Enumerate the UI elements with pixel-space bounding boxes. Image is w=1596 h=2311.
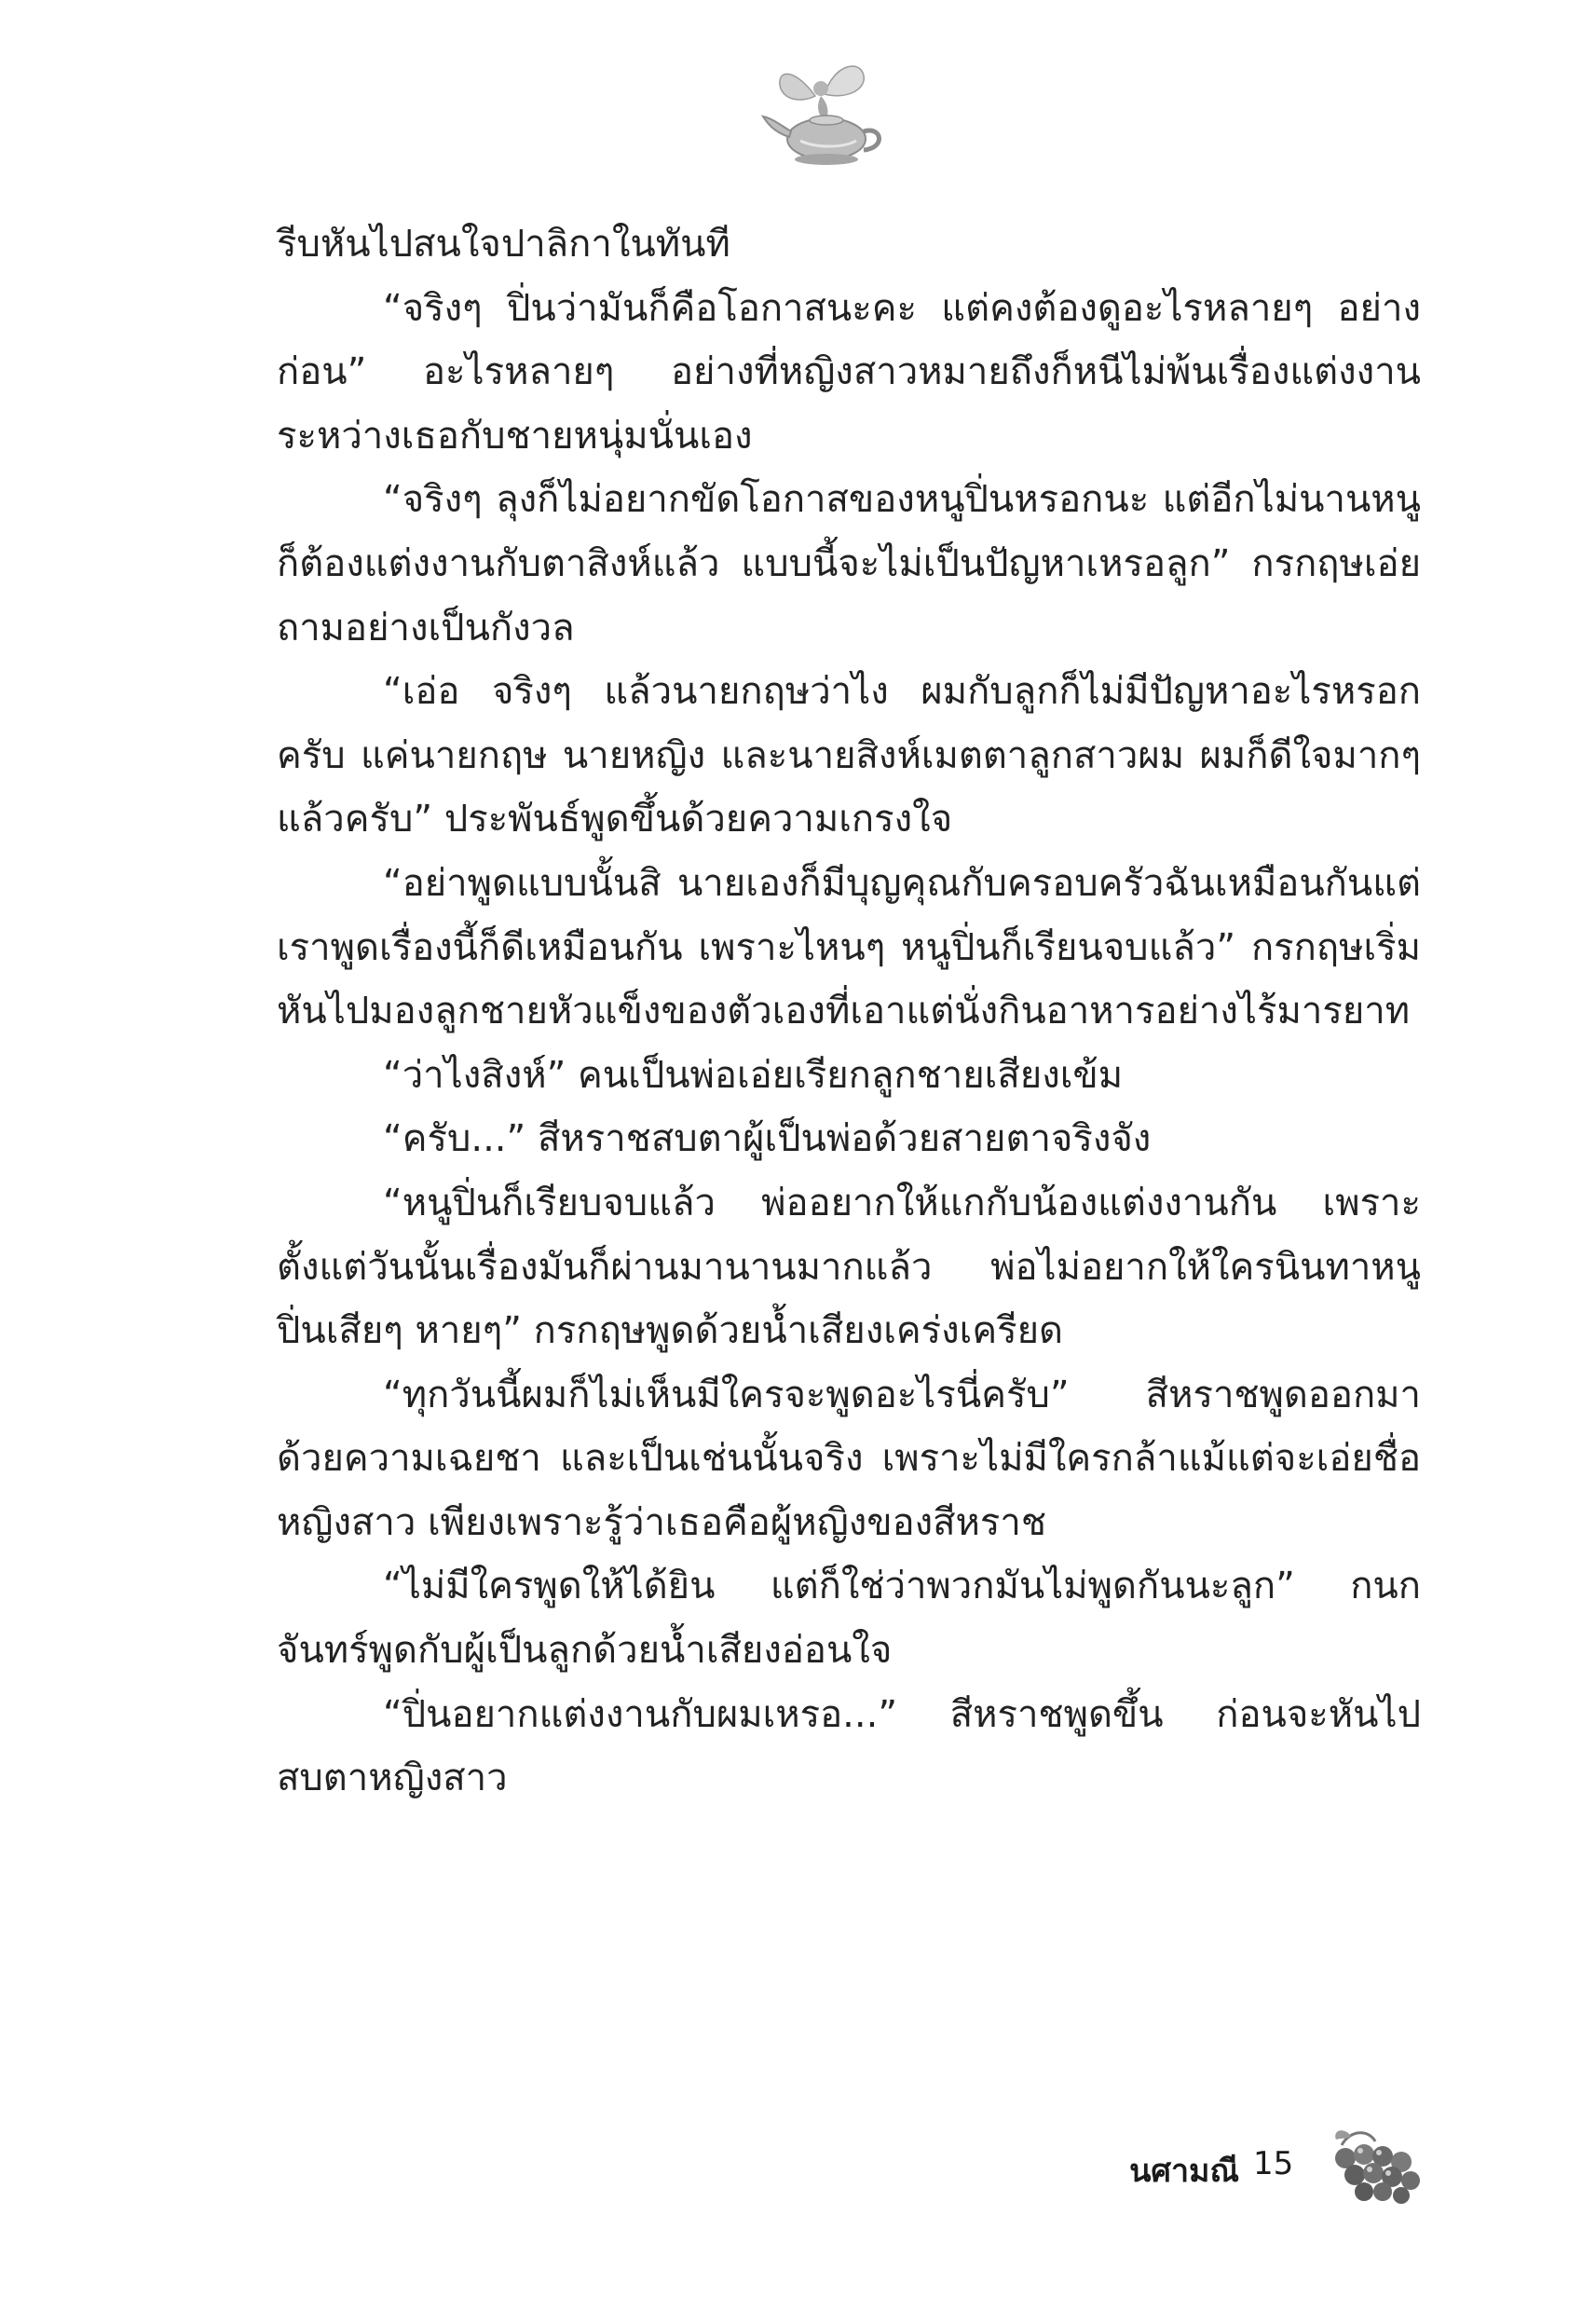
author-name: นศามณี	[1129, 2153, 1239, 2190]
fairy-teacup-icon	[759, 51, 899, 172]
paragraph: “ทุกวันนี้ผมก็ไม่เห็นมีใครจะพูดอะไรนี่ครับ” สีหราชพูดออกมาด้วยความเฉยชา และเป็นเช่นนั้นจริง เพราะไม่มีใครกล้าแม้แต่จะเอ่ยชื่อหญิงสาว เพียงเพราะรู้ว่าเธอคือผู้หญิงของสีหราช	[277, 1373, 1421, 1544]
paragraph: “อย่าพูดแบบนั้นสิ นายเองก็มีบุญคุณกับครอบครัวฉันเหมือนกันแต่เราพูดเรื่องนี้ก็ดีเหมือนกัน เพราะไหนๆ หนูปิ่นก็เรียนจบแล้ว” กรกฤษเริ่มหันไปมองลูกชายหัวแข็งของตัวเองที่เอาแต่นั่งกินอาหารอย่างไร้มารยาท	[277, 861, 1421, 1033]
page-number: 15	[1253, 2145, 1294, 2182]
paragraph: “ไม่มีใครพูดให้ได้ยิน แต่ก็ใช่ว่าพวกมันไม่พูดกันนะลูก” กนกจันทร์พูดกับผู้เป็นลูกด้วยน้ำเสียงอ่อนใจ	[277, 1565, 1421, 1673]
paragraph: “ว่าไงสิงห์” คนเป็นพ่อเอ่ยเรียกลูกชายเสียงเข้ม	[383, 1053, 1124, 1097]
paragraph: “เอ่อ จริงๆ แล้วนายกฤษว่าไง ผมกับลูกก็ไม่มีปัญหาอะไรหรอกครับ แค่นายกฤษ นายหญิง และนายสิงห์เมตตาลูกสาวผม ผมก็ดีใจมากๆ แล้วครับ” ประพันธ์พูดขึ้นด้วยความเกรงใจ	[277, 670, 1421, 841]
paragraph: “จริงๆ ปิ่นว่ามันก็คือโอกาสนะคะ แต่คงต้องดูอะไรหลายๆ อย่างก่อน” อะไรหลายๆ อย่างที่หญิงสาวหมายถึงก็หนีไม่พ้นเรื่องแต่งงานระหว่างเธอกับชายหนุ่มนั่นเอง	[277, 286, 1421, 458]
paragraph: “ครับ...” สีหราชสบตาผู้เป็นพ่อด้วยสายตาจริงจัง	[383, 1117, 1152, 1161]
paragraph: “หนูปิ่นก็เรียบจบแล้ว พ่ออยากให้แกกับน้องแต่งงานกัน เพราะตั้งแต่วันนั้นเรื่องมันก็ผ่านมานานมากแล้ว พ่อไม่อยากให้ใครนินทาหนูปิ่นเสียๆ หายๆ” กรกฤษพูดด้วยน้ำเสียงเคร่งเครียด	[277, 1181, 1421, 1353]
paragraph: “ปิ่นอยากแต่งงานกับผมเหรอ...” สีหราชพูดขึ้น ก่อนจะหันไปสบตาหญิงสาว	[277, 1692, 1421, 1800]
page-footer	[1118, 2125, 1425, 2208]
grapes-icon	[1323, 2125, 1425, 2208]
body-text	[277, 212, 1421, 1811]
paragraph: รีบหันไปสนใจปาลิกาในทันที	[277, 223, 730, 266]
paragraph: “จริงๆ ลุงก็ไม่อยากขัดโอกาสของหนูปิ่นหรอกนะ แต่อีกไม่นานหนูก็ต้องแต่งงานกับตาสิงห์แล้ว แบบนี้จะไม่เป็นปัญหาเหรอลูก” กรกฤษเอ่ยถามอย่างเป็นกังวล	[277, 478, 1421, 650]
